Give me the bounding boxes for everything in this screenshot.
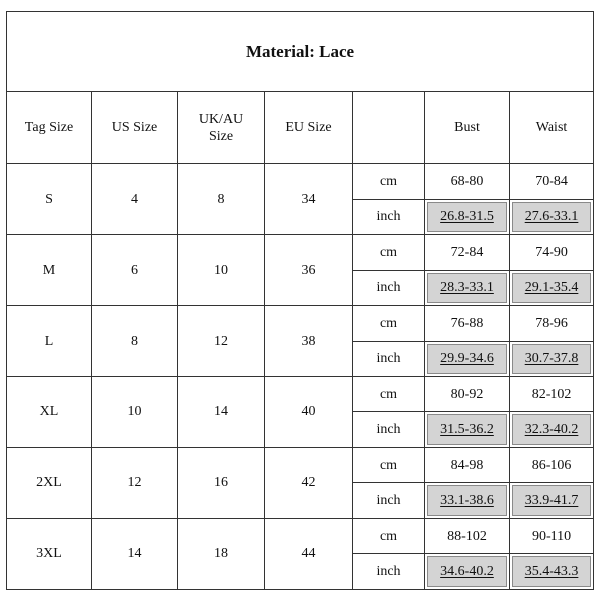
unit-label-inch: inch <box>353 412 425 447</box>
cell-eu-size: 38 <box>265 306 353 377</box>
waist-inch-cell: 35.4-43.3 <box>510 554 594 590</box>
size-chart-table <box>6 11 594 590</box>
header-waist: Waist <box>510 92 594 164</box>
cell-us-size: 8 <box>92 306 178 377</box>
waist-cm-cell: 78-96 <box>510 306 594 341</box>
cell-us-size: 6 <box>92 235 178 306</box>
cell-eu-size: 40 <box>265 376 353 447</box>
cell-us-size: 4 <box>92 164 178 235</box>
bust-inch-cell: 31.5-36.2 <box>425 412 510 447</box>
unit-label-cm: cm <box>353 235 425 270</box>
cell-tag-size: L <box>7 306 92 377</box>
size-chart-body <box>7 12 594 590</box>
size-row-cm <box>7 235 594 270</box>
chart-title: Material: Lace <box>7 12 594 92</box>
size-row-cm <box>7 306 594 341</box>
cell-tag-size: 3XL <box>7 518 92 589</box>
waist-cm-cell: 74-90 <box>510 235 594 270</box>
size-row-cm <box>7 376 594 411</box>
bust-inch-cell: 34.6-40.2 <box>425 554 510 590</box>
waist-inch-cell: 27.6-33.1 <box>510 199 594 234</box>
cell-uk-size: 10 <box>178 235 265 306</box>
bust-inch-cell: 29.9-34.6 <box>425 341 510 376</box>
size-row-cm <box>7 164 594 199</box>
bust-cm-cell: 80-92 <box>425 376 510 411</box>
bust-inch-cell: 28.3-33.1 <box>425 270 510 305</box>
header-row <box>7 92 594 164</box>
waist-inch-cell: 30.7-37.8 <box>510 341 594 376</box>
unit-label-cm: cm <box>353 518 425 553</box>
cell-uk-size: 12 <box>178 306 265 377</box>
unit-label-cm: cm <box>353 376 425 411</box>
waist-cm-cell: 70-84 <box>510 164 594 199</box>
title-row <box>7 12 594 92</box>
cell-tag-size: S <box>7 164 92 235</box>
header-uk-au-size <box>178 92 265 164</box>
waist-inch-cell: 33.9-41.7 <box>510 483 594 518</box>
size-row-cm <box>7 447 594 482</box>
cell-us-size: 10 <box>92 376 178 447</box>
bust-cm-cell: 68-80 <box>425 164 510 199</box>
cell-eu-size: 36 <box>265 235 353 306</box>
cell-eu-size: 44 <box>265 518 353 589</box>
header-eu-size: EU Size <box>265 92 353 164</box>
cell-tag-size: XL <box>7 376 92 447</box>
waist-inch-cell: 29.1-35.4 <box>510 270 594 305</box>
cell-eu-size: 42 <box>265 447 353 518</box>
waist-cm-cell: 90-110 <box>510 518 594 553</box>
bust-cm-cell: 88-102 <box>425 518 510 553</box>
unit-label-inch: inch <box>353 554 425 590</box>
waist-inch-cell: 32.3-40.2 <box>510 412 594 447</box>
cell-eu-size: 34 <box>265 164 353 235</box>
cell-uk-size: 18 <box>178 518 265 589</box>
cell-tag-size: M <box>7 235 92 306</box>
unit-label-cm: cm <box>353 306 425 341</box>
bust-cm-cell: 72-84 <box>425 235 510 270</box>
unit-label-inch: inch <box>353 199 425 234</box>
unit-label-inch: inch <box>353 270 425 305</box>
header-bust: Bust <box>425 92 510 164</box>
header-uk-au-line1: UK/AU <box>198 111 244 127</box>
header-us-size: US Size <box>92 92 178 164</box>
cell-uk-size: 16 <box>178 447 265 518</box>
header-unit <box>353 92 425 164</box>
cell-us-size: 14 <box>92 518 178 589</box>
bust-cm-cell: 84-98 <box>425 447 510 482</box>
unit-label-cm: cm <box>353 164 425 199</box>
unit-label-inch: inch <box>353 341 425 376</box>
cell-uk-size: 14 <box>178 376 265 447</box>
waist-cm-cell: 82-102 <box>510 376 594 411</box>
size-row-cm <box>7 518 594 553</box>
cell-us-size: 12 <box>92 447 178 518</box>
bust-cm-cell: 76-88 <box>425 306 510 341</box>
cell-tag-size: 2XL <box>7 447 92 518</box>
bust-inch-cell: 26.8-31.5 <box>425 199 510 234</box>
waist-cm-cell: 86-106 <box>510 447 594 482</box>
header-tag-size: Tag Size <box>7 92 92 164</box>
header-uk-au-line2: Size <box>208 128 234 144</box>
unit-label-cm: cm <box>353 447 425 482</box>
unit-label-inch: inch <box>353 483 425 518</box>
cell-uk-size: 8 <box>178 164 265 235</box>
bust-inch-cell: 33.1-38.6 <box>425 483 510 518</box>
